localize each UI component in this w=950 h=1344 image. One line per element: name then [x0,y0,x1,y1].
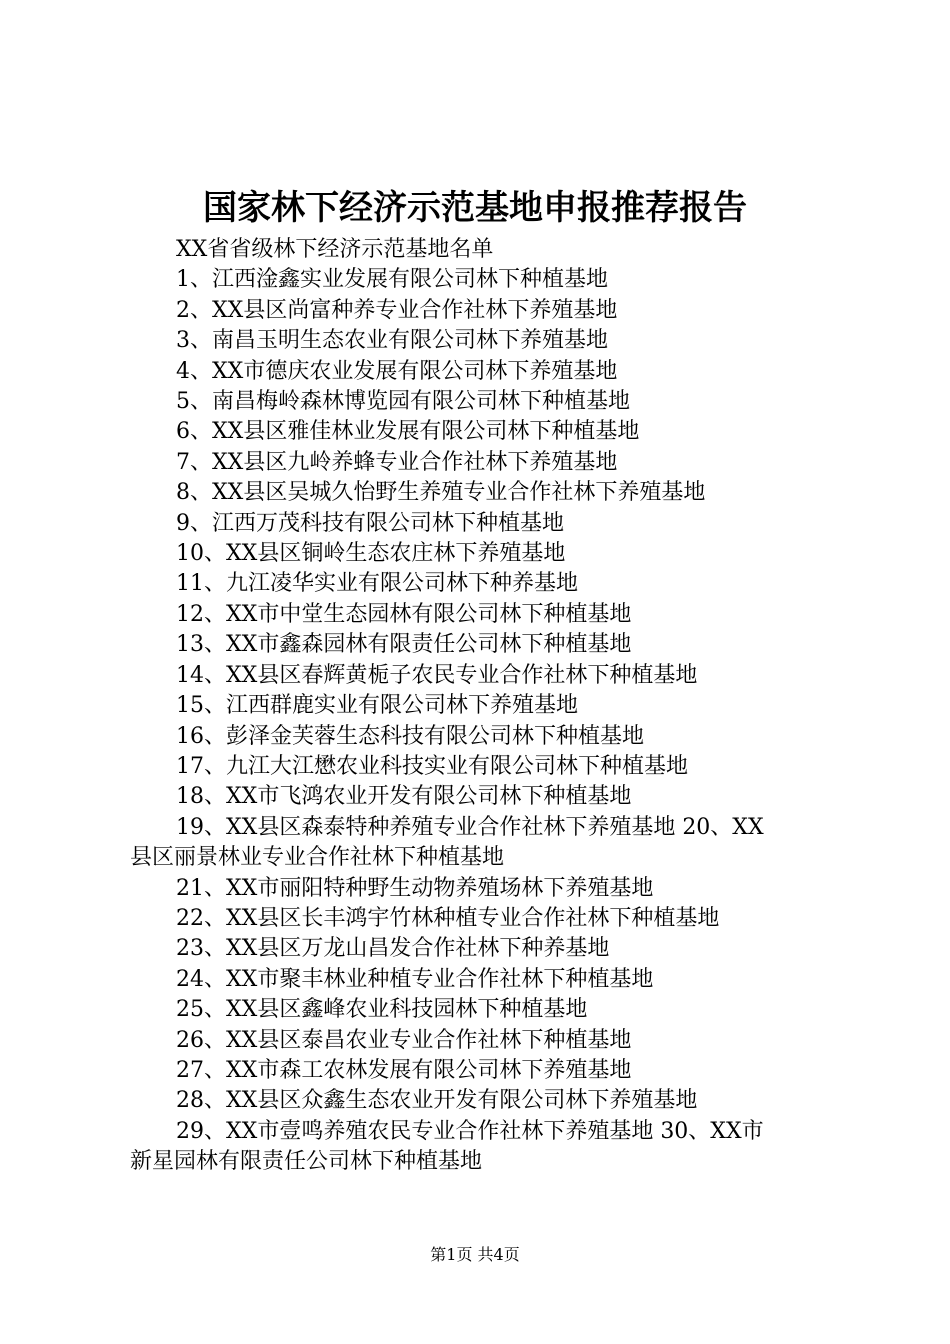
list-subtitle: XX省省级林下经济示范基地名单 [176,237,494,262]
list-item: 23、XX县区万龙山昌发合作社林下种养基地 [176,936,610,962]
list-item: 18、XX市飞鸿农业开发有限公司林下种植基地 [176,784,632,810]
list-item: 15、江西群鹿实业有限公司林下养殖基地 [176,693,578,719]
list-item: 5、南昌梅岭森林博览园有限公司林下种植基地 [176,389,630,415]
page-footer: 第1页 共4页 [430,1245,520,1264]
list-item: 6、XX县区雅佳林业发展有限公司林下种植基地 [176,419,640,445]
list-item: 14、XX县区春辉黄栀子农民专业合作社林下种植基地 [176,662,698,688]
list-item-19-20-line2: 县区丽景林业专业合作社林下种植基地 [130,845,505,871]
list-item: 8、XX县区吴城久怡野生养殖专业合作社林下养殖基地 [176,480,706,506]
list-item: 4、XX市德庆农业发展有限公司林下养殖基地 [176,358,618,384]
list-item: 16、彭泽金芙蓉生态科技有限公司林下种植基地 [176,723,644,749]
list-item: 24、XX市聚丰林业种植专业合作社林下种植基地 [176,966,654,992]
list-item: 22、XX县区长丰鸿宇竹林种植专业合作社林下种植基地 [176,905,720,931]
list-item-29-30 [130,1117,830,1178]
list-item: 21、XX市丽阳特种野生动物养殖场林下养殖基地 [176,875,654,901]
document-body [130,235,830,1178]
list-item: 11、九江凌华实业有限公司林下种养基地 [176,571,578,597]
list-item: 26、XX县区泰昌农业专业合作社林下种植基地 [176,1027,632,1053]
list-item-19-20 [130,813,830,874]
list-item: 2、XX县区尚富种养专业合作社林下养殖基地 [176,297,618,323]
list-item: 28、XX县区众鑫生态农业开发有限公司林下养殖基地 [176,1088,698,1114]
list-item-29-30-line2: 新星园林有限责任公司林下种植基地 [130,1149,483,1175]
list-item: 13、XX市鑫森园林有限责任公司林下种植基地 [176,632,632,658]
list-item: 9、江西万茂科技有限公司林下种植基地 [176,510,564,536]
page-title: 国家林下经济示范基地申报推荐报告 [203,188,747,228]
list-item: 10、XX县区铜岭生态农庄林下养殖基地 [176,541,566,567]
list-item: 27、XX市森工农林发展有限公司林下养殖基地 [176,1057,632,1083]
list-item: 12、XX市中堂生态园林有限公司林下种植基地 [176,601,632,627]
list-item: 25、XX县区鑫峰农业科技园林下种植基地 [176,997,588,1023]
list-item: 7、XX县区九岭养蜂专业合作社林下养殖基地 [176,449,618,475]
list-item: 3、南昌玉明生态农业有限公司林下养殖基地 [176,328,608,354]
list-item-29-30-line1: 29、XX市壹鸣养殖农民专业合作社林下养殖基地 30、XX市 [176,1118,764,1144]
list-item: 17、九江大江懋农业科技实业有限公司林下种植基地 [176,753,688,779]
list-item-19-20-line1: 19、XX县区森泰特种养殖专业合作社林下养殖基地 20、XX [176,814,764,840]
list-item: 1、江西淦鑫实业发展有限公司林下种植基地 [176,267,608,293]
